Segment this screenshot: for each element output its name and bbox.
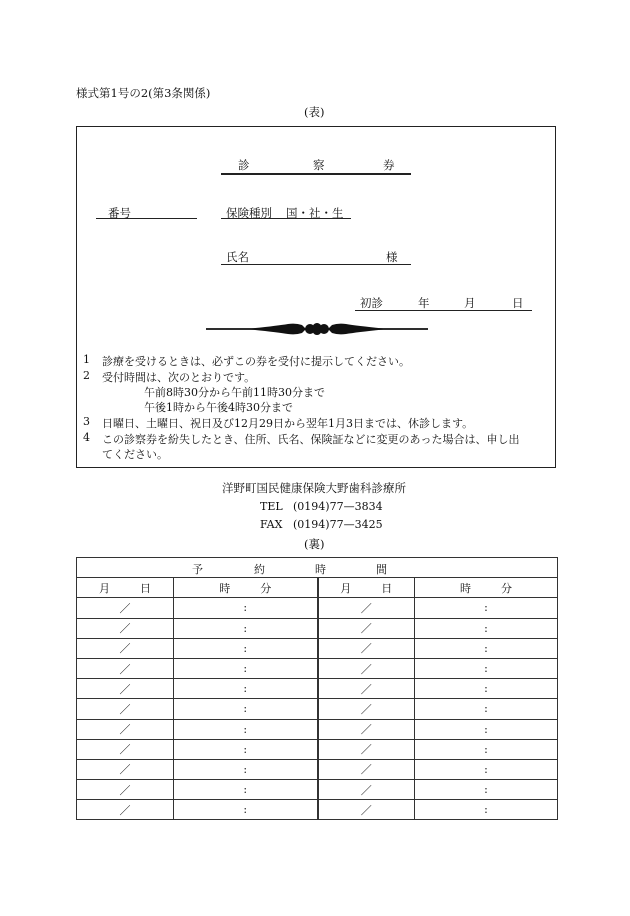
table-row (77, 658, 558, 678)
date-cell[interactable]: ／ (77, 658, 174, 678)
reservation-table (76, 557, 558, 820)
header-minute: 分 (501, 581, 512, 595)
date-cell[interactable]: ／ (77, 739, 174, 759)
time-cell[interactable]: : (174, 719, 318, 739)
time-cell[interactable]: : (415, 618, 558, 638)
note-text: この診察券を紛失したとき、住所、氏名、保険証などに変更のあった場合は、申し出 (102, 433, 520, 446)
time-cell[interactable]: : (174, 679, 318, 699)
date-cell[interactable]: ／ (318, 780, 415, 800)
time-cell[interactable]: : (174, 618, 318, 638)
note-text: 診療を受けるときは、必ずこの券を受付に提示してください。 (102, 355, 410, 368)
back-label: (裏) (304, 537, 325, 551)
card-title-char-3: 券 (383, 158, 395, 172)
table-row (77, 800, 558, 820)
table-row (77, 739, 558, 759)
time-cell[interactable]: : (415, 679, 558, 699)
first-visit-field-line (355, 310, 532, 311)
header-day: 日 (381, 581, 393, 595)
header-hour: 時 (219, 581, 231, 595)
time-cell[interactable]: : (174, 638, 318, 658)
header-day: 日 (140, 581, 151, 595)
table-row (77, 719, 558, 739)
header-month: 月 (340, 581, 352, 595)
header-date (318, 578, 415, 598)
date-cell[interactable]: ／ (77, 759, 174, 779)
date-cell[interactable]: ／ (318, 699, 415, 719)
card-title-underline (221, 173, 411, 175)
date-cell[interactable]: ／ (77, 598, 174, 618)
table-row (77, 780, 558, 800)
insurance-field-line (221, 218, 351, 219)
ornament-divider (206, 319, 428, 339)
front-label: (表) (304, 105, 325, 119)
fax-label: FAX (260, 518, 283, 531)
time-cell[interactable]: : (415, 759, 558, 779)
form-number: 様式第1号の2(第3条関係) (76, 86, 211, 100)
table-row (77, 699, 558, 719)
number-label: 番号 (108, 206, 131, 220)
table-row (77, 618, 558, 638)
table-title-char: 約 (254, 563, 265, 577)
tel-label: TEL (260, 500, 283, 513)
date-cell[interactable]: ／ (77, 780, 174, 800)
table-title (77, 558, 558, 578)
day-label: 日 (512, 296, 524, 310)
card-title-char-2: 察 (313, 158, 325, 172)
date-cell[interactable]: ／ (318, 739, 415, 759)
header-minute: 分 (260, 581, 272, 595)
date-cell[interactable]: ／ (318, 598, 415, 618)
date-cell[interactable]: ／ (77, 679, 174, 699)
time-cell[interactable]: : (415, 658, 558, 678)
time-cell[interactable]: : (415, 780, 558, 800)
card-title-char-1: 診 (238, 158, 250, 172)
number-field-line (96, 218, 197, 219)
name-label: 氏名 (226, 250, 249, 264)
insurance-types: 国・社・生 (286, 206, 344, 220)
time-cell[interactable]: : (415, 739, 558, 759)
date-cell[interactable]: ／ (318, 679, 415, 699)
header-date (77, 578, 174, 598)
date-cell[interactable]: ／ (77, 638, 174, 658)
table-title-char: 時 (315, 563, 326, 577)
date-cell[interactable]: ／ (77, 719, 174, 739)
note-number: 1 (83, 353, 90, 366)
note-number: 2 (83, 369, 90, 382)
table-row (77, 598, 558, 618)
note-text: 日曜日、土曜日、祝日及び12月29日から翌年1月3日までは、休診します。 (102, 417, 474, 430)
date-cell[interactable]: ／ (318, 759, 415, 779)
tel-number: (0194)77—3834 (293, 500, 383, 513)
note-text: 受付時間は、次のとおりです。 (102, 371, 256, 384)
time-cell[interactable]: : (415, 598, 558, 618)
table-title-char: 間 (376, 563, 387, 577)
header-time (415, 578, 558, 598)
note-text: てください。 (102, 448, 168, 461)
time-cell[interactable]: : (174, 739, 318, 759)
time-cell[interactable]: : (415, 699, 558, 719)
table-row (77, 638, 558, 658)
table-row (77, 679, 558, 699)
time-cell[interactable]: : (415, 719, 558, 739)
date-cell[interactable]: ／ (77, 699, 174, 719)
insurance-label: 保険種別 (226, 206, 272, 220)
header-time (174, 578, 318, 598)
date-cell[interactable]: ／ (318, 638, 415, 658)
date-cell[interactable]: ／ (318, 800, 415, 820)
note-number: 3 (83, 415, 90, 428)
fax-number: (0194)77—3425 (293, 518, 383, 531)
time-cell[interactable]: : (174, 800, 318, 820)
date-cell[interactable]: ／ (77, 618, 174, 638)
header-hour: 時 (460, 581, 471, 595)
date-cell[interactable]: ／ (318, 658, 415, 678)
table-title-row (77, 558, 558, 578)
table-header-row (77, 578, 558, 598)
note-number: 4 (83, 431, 90, 444)
name-field-line (221, 264, 411, 265)
time-cell[interactable]: : (174, 658, 318, 678)
month-label: 月 (464, 296, 476, 310)
year-label: 年 (418, 296, 430, 310)
date-cell[interactable]: ／ (318, 618, 415, 638)
date-cell[interactable]: ／ (77, 800, 174, 820)
table-row (77, 759, 558, 779)
date-cell[interactable]: ／ (318, 719, 415, 739)
note-text: 午前8時30分から午前11時30分まで (144, 386, 325, 399)
time-cell[interactable]: : (174, 780, 318, 800)
time-cell[interactable]: : (174, 759, 318, 779)
time-cell[interactable]: : (174, 699, 318, 719)
first-visit-label: 初診 (360, 296, 383, 310)
header-month: 月 (99, 581, 110, 595)
time-cell[interactable]: : (415, 638, 558, 658)
clinic-name: 洋野町国民健康保険大野歯科診療所 (222, 481, 406, 495)
time-cell[interactable]: : (415, 800, 558, 820)
time-cell[interactable]: : (174, 598, 318, 618)
table-title-char: 予 (192, 563, 203, 577)
honorific: 様 (386, 250, 398, 264)
note-text: 午後1時から午後4時30分まで (144, 401, 293, 414)
